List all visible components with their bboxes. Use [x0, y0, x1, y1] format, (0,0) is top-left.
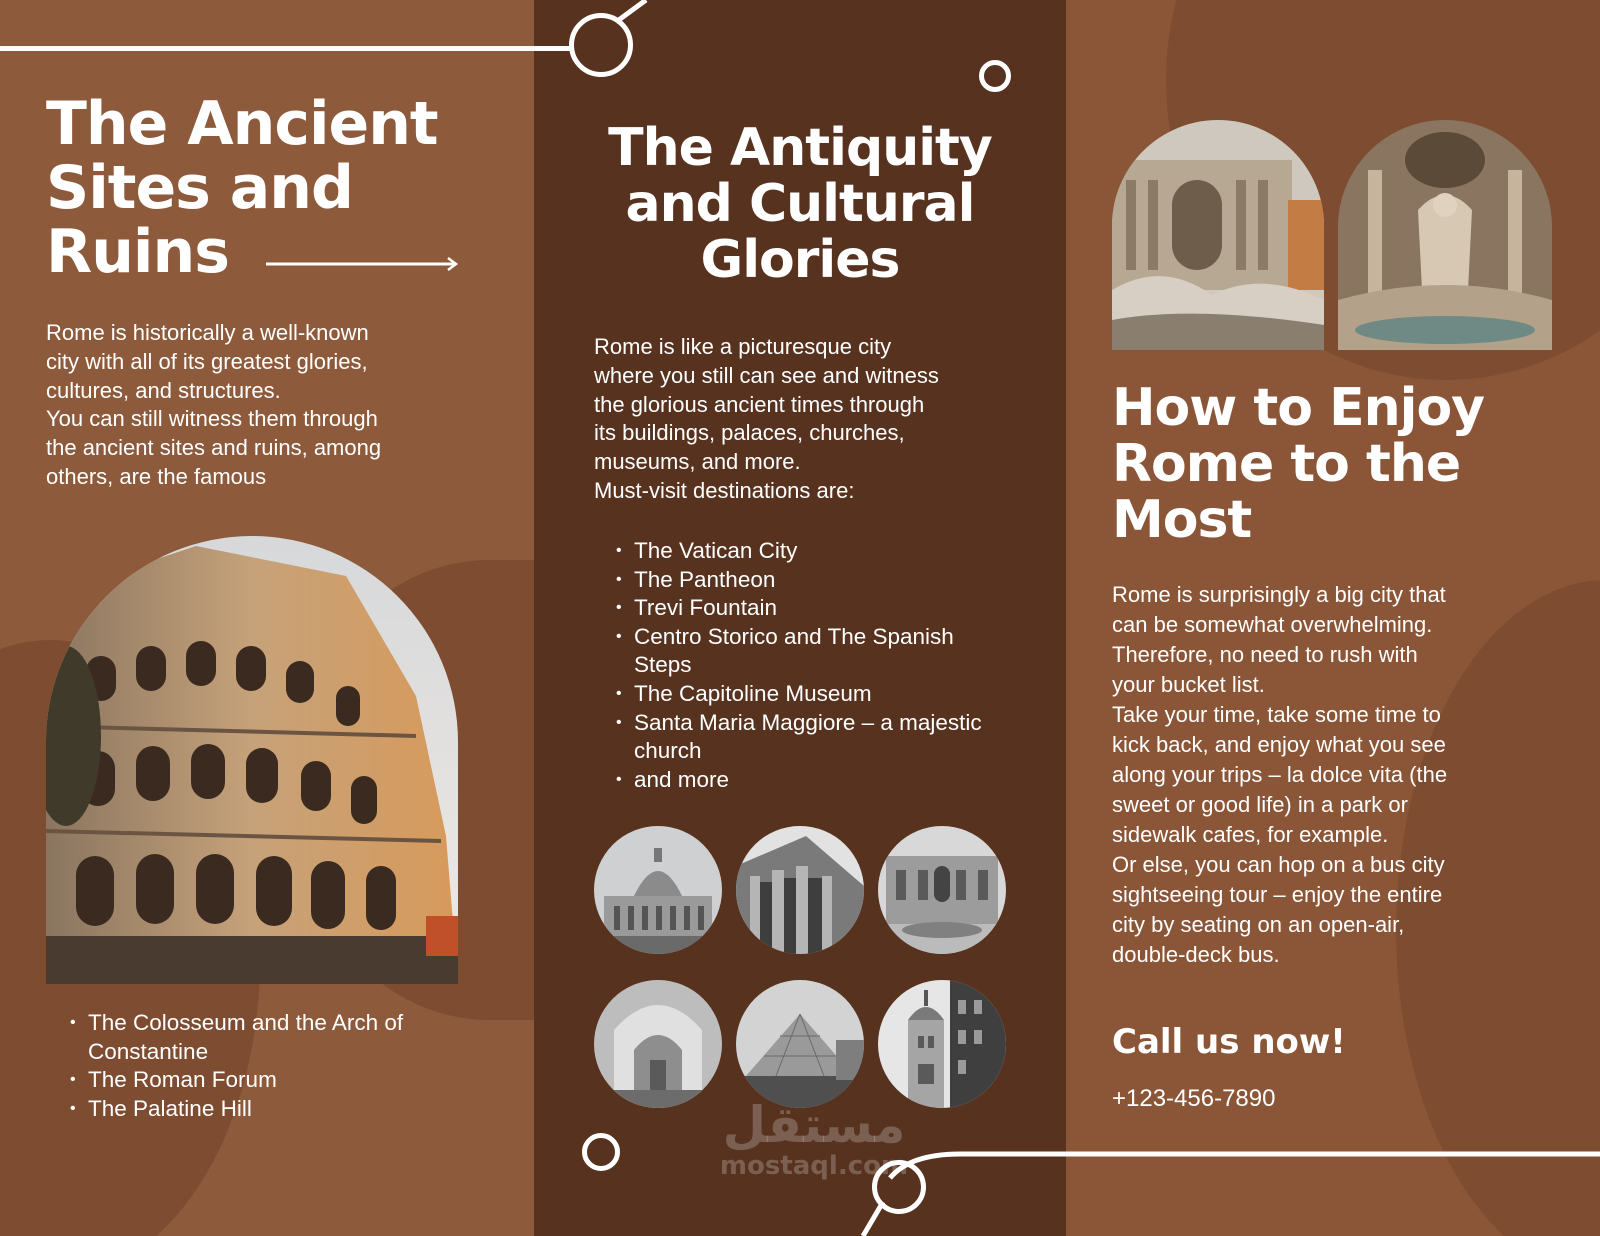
middle-panel [534, 0, 1066, 1236]
call-to-action: Call us now! [1112, 1022, 1346, 1062]
trevi-fountain-photo [878, 826, 1006, 954]
small-ring-top [979, 60, 1011, 92]
list-item: • and more [594, 766, 1014, 795]
right-paragraph: Rome is surprisingly a big city that can be somewhat overwhelming. Therefore, no need to rush with your bucket list. Take your time, take some time to kick back, and enjoy what you see along your trips – la dolce vita (the sweet or good life) in a park or sidewalk cafes, for example. Or else, you can hop on a bus city sightseeing tour – enjoy the entire city by seating on an open-air, double-deck bus. [1112, 582, 1448, 967]
phone-number[interactable]: +123-456-7890 [1112, 1085, 1276, 1112]
middle-paragraph: Rome is like a picturesque city where you still can see and witness the glorious ancient times through its buildings, palaces, churches, museums, and more. Must-visit destinations are: [594, 334, 939, 503]
left-list [48, 1009, 508, 1123]
pantheon-photo [736, 826, 864, 954]
arrow-right-icon [266, 257, 462, 271]
church-interior-photo [594, 980, 722, 1108]
trevi-fountain-photo-left [1112, 120, 1324, 350]
pyramid-photo [736, 980, 864, 1108]
list-item: • The Colosseum and the Arch of Constantine [48, 1009, 508, 1066]
small-ring-bottom [582, 1133, 620, 1171]
bottom-curve-line [880, 1148, 1600, 1188]
list-item: • The Capitoline Museum [594, 680, 1014, 709]
watermark-latin: mostaql.com [719, 1151, 909, 1181]
destinations-list [594, 537, 1014, 794]
left-title: The Ancient Sites and Ruins [46, 89, 438, 287]
trevi-fountain-photo-right [1338, 120, 1552, 350]
list-item: • Centro Storico and The Spanish Steps [594, 623, 1014, 680]
bottom-tail-line [855, 1200, 895, 1236]
list-item: • The Palatine Hill [48, 1095, 508, 1124]
list-item: • The Roman Forum [48, 1066, 508, 1095]
list-item: • Santa Maria Maggiore – a majestic church [594, 709, 1014, 766]
colosseum-photo [46, 536, 458, 984]
top-line [0, 46, 572, 51]
right-title: How to Enjoy Rome to the Most [1112, 378, 1485, 550]
left-paragraph: Rome is historically a well-known city with all of its greatest glories, cultures, and structures. You can still witness them through the ancient sites and ruins, among others, are the famous [46, 320, 382, 489]
top-connector-line [612, 0, 652, 26]
watermark-arabic: مستقل [722, 1096, 906, 1154]
list-item: • Trevi Fountain [594, 594, 1014, 623]
tower-photo [878, 980, 1006, 1108]
vatican-photo [594, 826, 722, 954]
right-panel [1066, 0, 1600, 1236]
list-item: • The Pantheon [594, 566, 1014, 595]
left-panel [0, 0, 534, 1236]
middle-title: The Antiquity and Cultural Glories [608, 118, 992, 290]
colosseum-illustration [46, 536, 458, 984]
list-item: • The Vatican City [594, 537, 1014, 566]
